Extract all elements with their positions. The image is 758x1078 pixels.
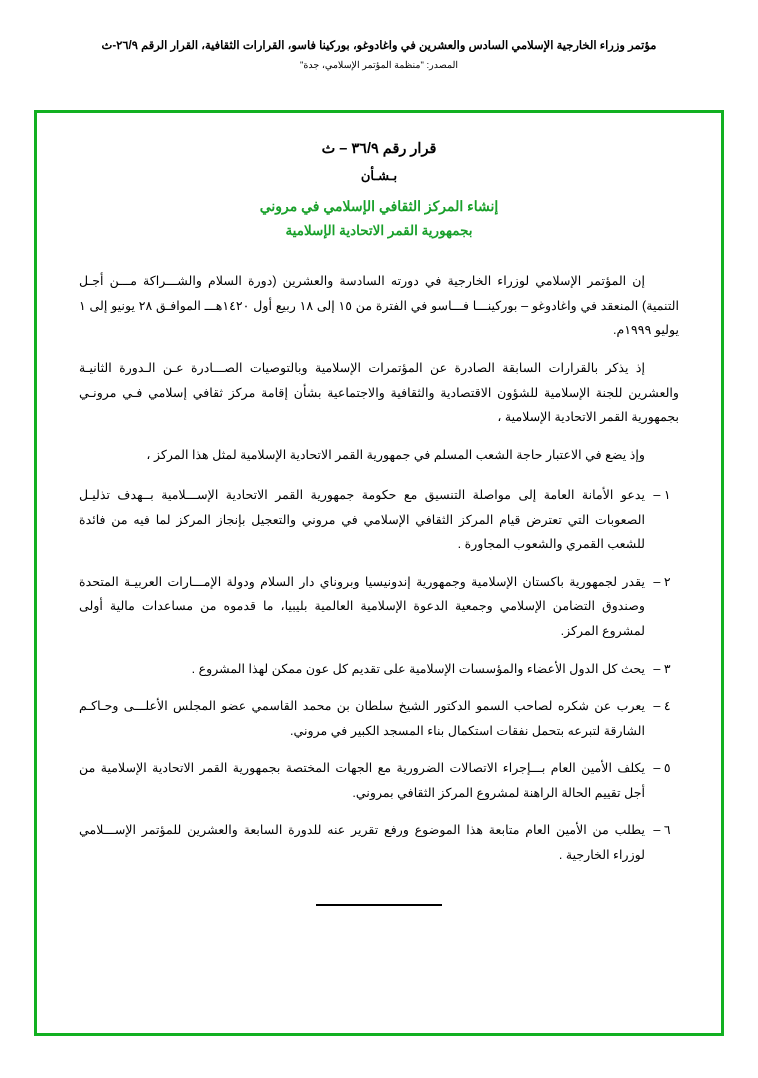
document-body	[37, 113, 721, 931]
list-item	[79, 570, 679, 644]
resolution-items-list	[79, 483, 679, 867]
list-item-text: يطلب من الأمين العام متابعة هذا الموضوع ورفع تقرير عنه للدورة السابعة والعشرين للمؤتمر الإســـلامي لوزراء الخارجية .	[79, 823, 645, 862]
resolution-number: قرار رقم ٣٦/٩ – ث	[321, 141, 437, 157]
list-item-number: ٢ –	[653, 574, 671, 589]
end-rule-container	[79, 893, 679, 911]
list-item	[79, 818, 679, 867]
list-item-number: ٥ –	[653, 761, 671, 776]
list-item-number: ١ –	[653, 488, 671, 503]
list-item-text: يدعو الأمانة العامة إلى مواصلة التنسيق مع حكومة جمهورية القمر الاتحادية الإســـلامية بــهدف تذليـل الصعوبات التي تعترض قيام المركز الثقافي الإسلامي في مروني والتعجيل بإنجاز المركز لما فيه من فائدة للشعب القمري والشعوب المجاورة .	[79, 488, 645, 552]
list-item-text: يقدر لجمهورية باكستان الإسلامية وجمهورية إندونيسيا وبروناي دار السلام ودولة الإمـــارات العربيـة المتحدة وصندوق التضامن الإسلامي وجمعية الدعوة الإسلامية العالمية بليبيا، ما قدموه من مساعدات مالية أولى لمشروع المركز.	[79, 574, 645, 638]
preamble-paragraph-1: إن المؤتمر الإسلامي لوزراء الخارجية في دورته السادسة والعشرين (دورة السلام والشـــراكة مـــن أجـل التنمية) المنعقد في واغادوغو – بوركينـــا فـــاسو في الفترة من ١٥ إلى ١٨ ربيع أول ١٤٢٠هـــ الموافـق ٢٨ يونيو إلى ١ يوليو ١٩٩٩م.	[79, 274, 679, 338]
resolution-title-block	[79, 141, 679, 239]
list-item	[79, 657, 679, 682]
list-item-text: يكلف الأمين العام بـــإجراء الاتصالات الضرورية مع الجهات المختصة بجمهورية القمر الاتحادية الإسلامية من أجل تقييم الحالة الراهنة لمشروع المركز الثقافي بمروني.	[79, 761, 645, 800]
preamble-paragraph-2: إذ يذكر بالقرارات السابقة الصادرة عن المؤتمرات الإسلامية وبالتوصيات الصـــادرة عـن الـدورة الثانيـة والعشرين للجنة الإسلامية للشؤون الاقتصادية والثقافية والاجتماعية بشأن إقامة مركز ثقافي إسلامي فـي مرونـي بجمهورية القمر الاتحادية الإسلامية ،	[79, 361, 679, 425]
list-item-number: ٦ –	[653, 823, 671, 838]
document-header	[0, 0, 758, 71]
resolution-title-line2: بجمهورية القمر الاتحادية الإسلامية	[285, 223, 473, 239]
list-item	[79, 483, 679, 557]
header-source-title: مؤتمر وزراء الخارجية الإسلامي السادس والعشرين في واغادوغو، بوركينا فاسو، القرارات الثقافية، القرار الرقم ٢٦/٩-ث	[101, 40, 657, 52]
list-item	[79, 694, 679, 743]
list-item-number: ٣ –	[653, 661, 671, 676]
green-border-frame	[34, 110, 724, 1036]
horizontal-rule	[316, 904, 442, 906]
list-item	[79, 756, 679, 805]
list-item-text: يعرب عن شكره لصاحب السمو الدكتور الشيخ سلطان بن محمد القاسمي عضو المجلس الأعلـــى وحـاكـم الشارقة لتبرعه بتحمل نفقات استكمال بناء المسجد الكبير في مروني.	[79, 699, 645, 738]
list-item-text: يحث كل الدول الأعضاء والمؤسسات الإسلامية على تقديم كل عون ممكن لهذا المشروع .	[191, 661, 645, 676]
preamble-paragraph-3: وإذ يضع في الاعتبار حاجة الشعب المسلم في جمهورية القمر الاتحادية الإسلامية لمثل هذا المركز ،	[146, 447, 645, 462]
resolution-subject-label: بـشـأن	[360, 168, 398, 183]
list-item-number: ٤ –	[653, 699, 671, 714]
header-source-note: المصدر: "منظمة المؤتمر الإسلامي، جدة"	[299, 60, 459, 72]
resolution-title-line1: إنشاء المركز الثقافي الإسلامي في مروني	[259, 198, 499, 214]
